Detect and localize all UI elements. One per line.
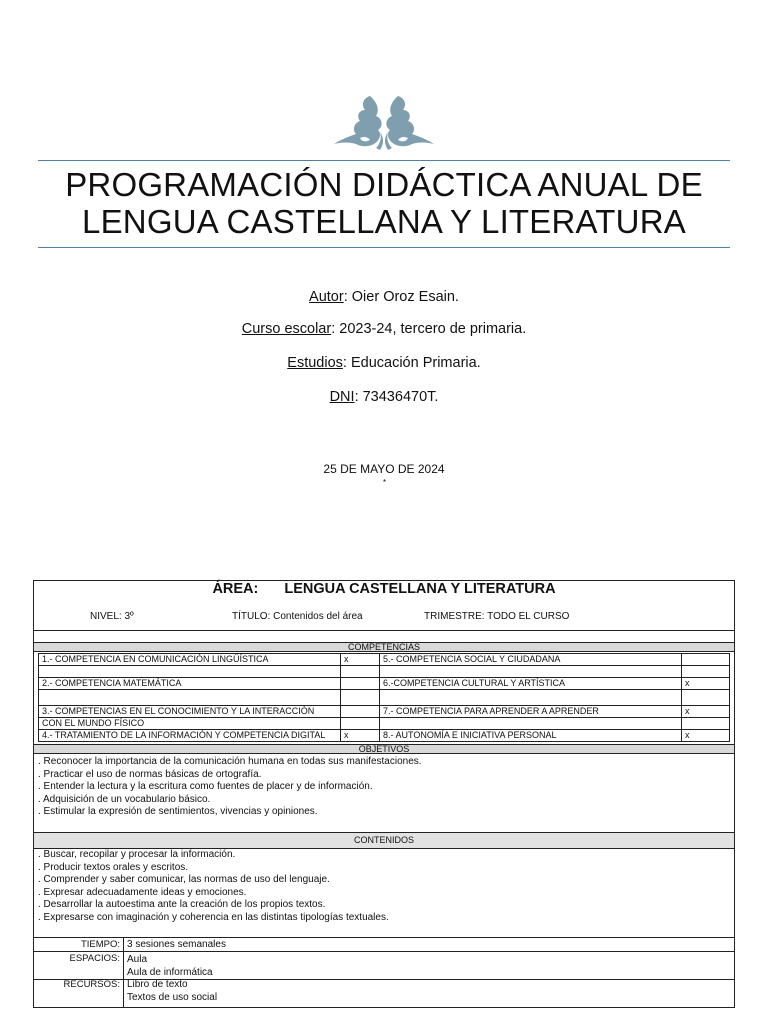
objetivos-list [38,756,422,819]
title-line-1: PROGRAMACIÓN DIDÁCTICA ANUAL DE [65,166,703,203]
divider [34,630,734,631]
title-line-2: LENGUA CASTELLANA Y LITERATURA [82,203,686,240]
dni-line [0,389,768,405]
title-bottom-rule [38,247,730,248]
objetivo-item: . Entender la lectura y la escritura como fuentes de placer y de información. [38,781,373,792]
contenido-item: . Desarrollar la autoestima ante la creación de los propios textos. [38,899,326,910]
grid-empty [38,689,341,706]
espacios-value-1: Aula [127,954,148,965]
tiempo-value: 3 sesiones semanales [127,939,226,950]
dni-value: : 73436470T. [354,389,439,405]
autor-value: : Oier Oroz Esain. [343,289,459,305]
objetivo-item: . Practicar el uso de normas básicas de ortografía. [38,768,262,780]
contenido-item: . Producir textos orales y escritos. [38,861,189,873]
competencia-6: 6.-COMPETENCIA CULTURAL Y ARTÍSTICA [379,677,682,690]
nivel: NIVEL: 3º [90,611,134,622]
title-top-rule [38,160,730,161]
grid-empty [681,689,730,706]
espacios-label: ESPACIOS: [69,953,120,964]
objetivo-item: . Estimular la expresión de sentimientos, vivencias y opiniones. [38,806,318,817]
grid-empty [379,689,682,706]
ornament-image [330,92,438,154]
contenidos-header: CONTENIDOS [34,832,734,849]
curso-value: : 2023-24, tercero de primaria. [331,321,527,337]
competencia-1-mark: x [340,653,380,666]
curso-label: Curso escolar [241,321,332,337]
objetivos-header: OBJETIVOS [34,744,734,754]
contenido-item: . Comprender y saber comunicar, las normas de uso del lenguaje. [38,874,330,885]
competencia-2: 2.- COMPETENCIA MATEMÁTICA [38,677,341,690]
grid-empty [340,689,380,706]
competencia-4: 4.- TRATAMIENTO DE LA INFORMACIÓN Y COMPETENCIA DIGITAL [38,729,341,742]
programming-table [33,580,735,1008]
competencia-3-cont: CON EL MUNDO FÍSICO [38,717,341,730]
area-value: LENGUA CASTELLANA Y LITERATURA [284,581,556,597]
competencia-1: 1.- COMPETENCIA EN COMUNICACIÓN LINGÜÍSTICA [38,653,341,666]
recursos-value-2: Textos de uso social [127,992,218,1003]
espacios-value-2: Aula de informática [127,967,213,978]
estudios-value: : Educación Primaria. [342,355,481,371]
estudios-label: Estudios [287,355,343,371]
contenido-item: . Expresar adecuadamente ideas y emociones. [38,886,247,898]
tiempo-label: TIEMPO: [80,939,120,950]
autor-line [0,289,768,305]
titulo: TÍTULO: Contenidos del área [232,611,363,622]
divider [123,937,124,1007]
dni-label: DNI [329,389,355,405]
contenido-item: . Expresarse con imaginación y coherencia en las distintas tipologías textuales. [38,911,389,923]
page-title [38,166,730,240]
competencia-5: 5.- COMPETENCIA SOCIAL Y CIUDADANA [379,653,682,666]
competencia-7-mark: x [681,705,730,718]
divider [34,951,734,952]
area-title [34,581,734,597]
competencias-header: COMPETENCIAS [34,642,734,652]
competencia-7: 7.- COMPETENCIA PARA APRENDER A APRENDER [379,705,682,718]
estudios-line [0,355,768,371]
date-mark: * [383,478,387,487]
objetivo-item: . Reconocer la importancia de la comunicación humana en todas sus manifestaciones. [38,756,422,767]
curso-line [0,321,768,337]
competencia-8-mark: x [681,729,730,742]
date: 25 DE MAYO DE 2024 [323,462,445,476]
contenidos-list [38,849,389,924]
objetivo-item: . Adquisición de un vocabulario básico. [38,793,211,805]
competencia-3: 3.- COMPETENCIAS EN EL CONOCIMIENTO Y LA INTERACCIÓN [38,705,341,718]
recursos-label: RECURSOS: [63,979,120,990]
autor-label: Autor [309,289,344,305]
area-label: ÁREA: [212,581,259,597]
contenido-item: . Buscar, recopilar y procesar la información. [38,849,236,860]
recursos-value-1: Libro de texto [127,979,188,990]
competencia-8: 8.- AUTONOMÍA E INICIATIVA PERSONAL [379,729,682,742]
competencia-6-mark: x [681,677,730,690]
trimestre: TRIMESTRE: TODO EL CURSO [424,611,570,622]
competencia-4-mark: x [340,729,380,742]
